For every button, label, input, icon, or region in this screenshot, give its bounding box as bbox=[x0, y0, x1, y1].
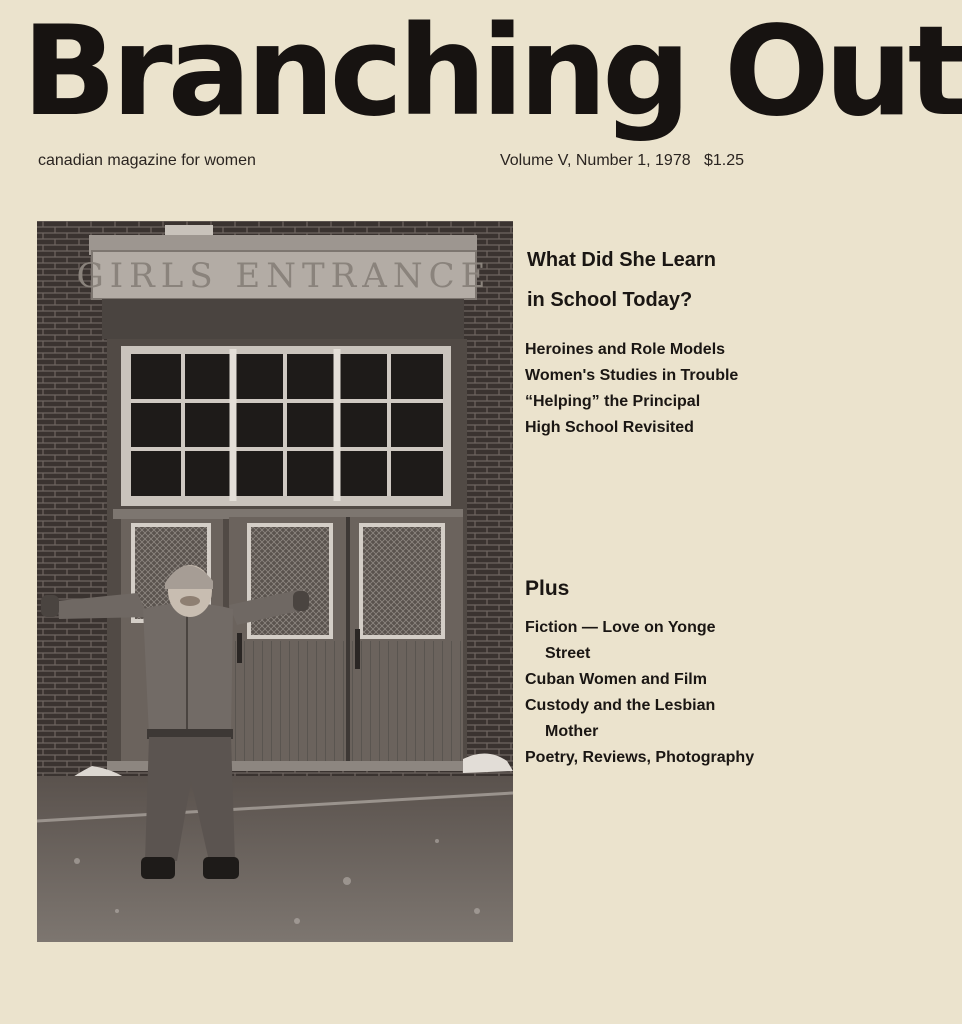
cover-photo bbox=[37, 221, 513, 942]
list-item: “Helping” the Principal bbox=[525, 393, 701, 410]
list-item: Cuban Women and Film bbox=[525, 671, 707, 688]
issue-price: $1.25 bbox=[703, 152, 744, 169]
list-item: Women's Studies in Trouble bbox=[525, 367, 739, 384]
list-item: Custody and the Lesbian Mother bbox=[525, 697, 716, 740]
issue-info bbox=[500, 152, 744, 170]
list-item: Heroines and Role Models bbox=[525, 341, 726, 358]
list-item: Fiction — Love on Yonge Street bbox=[525, 619, 716, 662]
headline-line-2: in School Today? bbox=[527, 289, 693, 311]
plus-heading: Plus bbox=[525, 577, 570, 600]
list-item: High School Revisited bbox=[525, 419, 694, 436]
plus-list bbox=[525, 615, 765, 771]
sign-text: GIRLS ENTRANCE bbox=[76, 256, 492, 296]
cover-headline bbox=[527, 240, 767, 320]
feature-list bbox=[525, 337, 765, 441]
magazine-title: Branching Out bbox=[22, 0, 962, 144]
headline-line-1: What Did She Learn bbox=[527, 249, 716, 271]
issue-volume: Volume V, Number 1, 1978 bbox=[499, 152, 691, 169]
list-item: Poetry, Reviews, Photography bbox=[525, 749, 755, 766]
tagline: canadian magazine for women bbox=[38, 152, 256, 169]
